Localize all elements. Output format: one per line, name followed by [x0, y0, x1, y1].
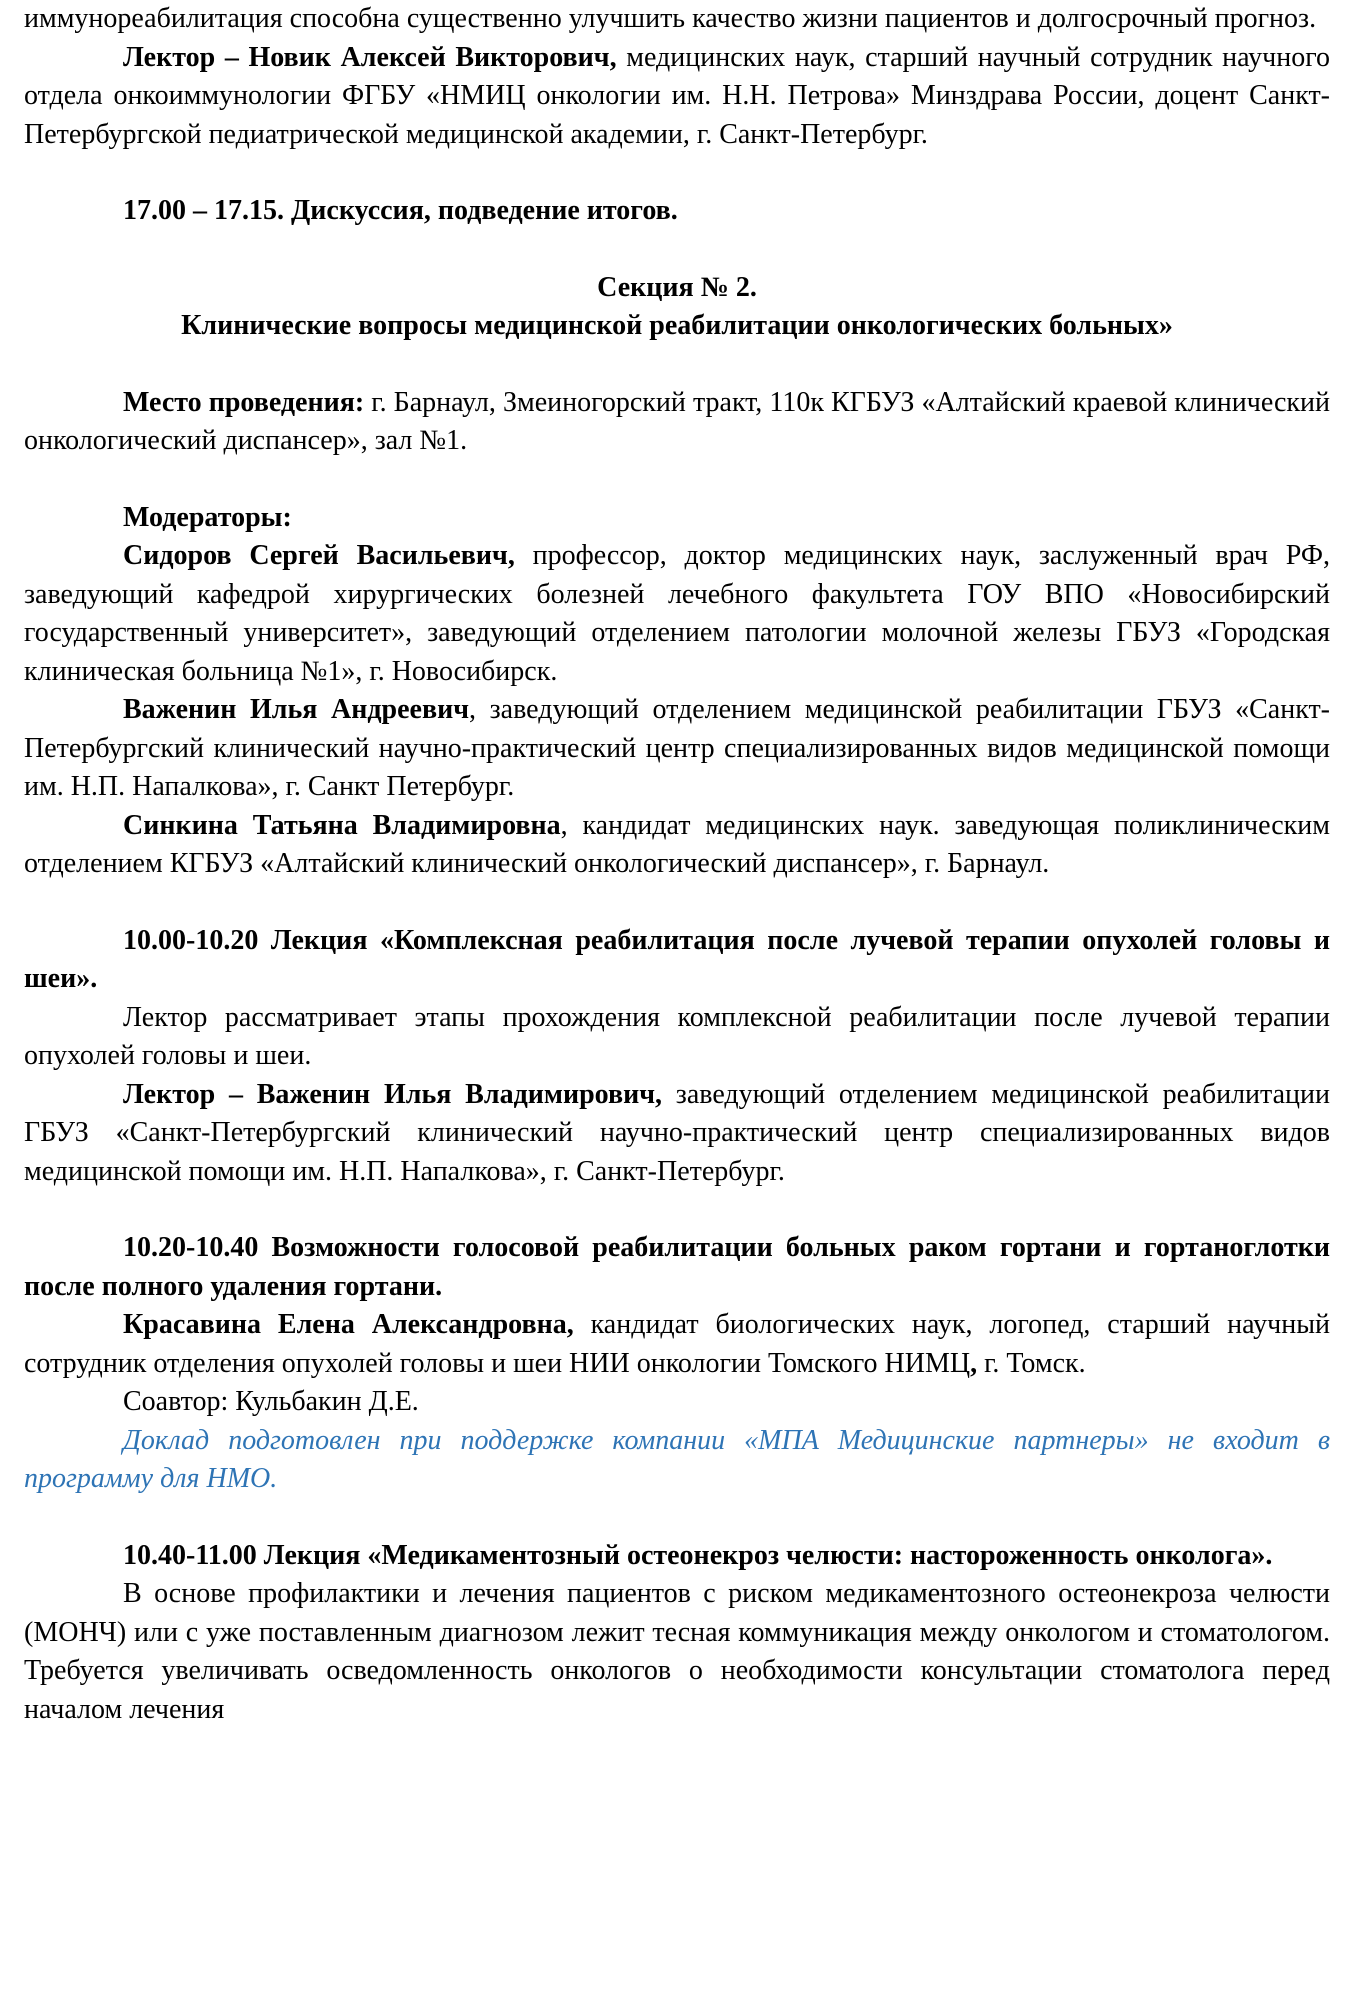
- talk2-title-text: 10.20-10.40 Возможности голосовой реабилитации больных раком гортани и гортаноглотки после полного удаления гортани.: [24, 1232, 1330, 1302]
- talk1-lector-details: заведующий отделением медицинской реабилитации ГБУЗ «Санкт-Петербургский клинический научно-практический центр специализированных видов медицинской помощи им. Н.П. Напалкова», г. Санкт-Петербург.: [24, 1078, 1330, 1187]
- talk1-description: Лектор рассматривает этапы прохождения комплексной реабилитации после лучевой терапии опухолей головы и шеи.: [24, 1001, 1330, 1071]
- section-title: [24, 307, 1330, 346]
- section-number: [24, 269, 1330, 308]
- talk3-title-text: 10.40-11.00 Лекция «Медикаментозный остеонекроз челюсти: настороженность онколога».: [123, 1539, 1273, 1571]
- talk1-lector-name: Лектор – Важенин Илья Владимирович,: [123, 1078, 662, 1110]
- moderator-sinkina-details: , кандидат медицинских наук. заведующая поликлиническим отделением КГБУЗ «Алтайский клинический онкологический диспансер», г. Барнаул.: [24, 809, 1330, 879]
- section-number-text: Секция № 2.: [597, 271, 757, 303]
- moderators-label: Модераторы:: [123, 501, 292, 533]
- lector-novik-name: Лектор – Новик Алексей Викторович,: [123, 41, 617, 73]
- talk1-lector: [24, 1076, 1330, 1192]
- talk2-lector-name: Красавина Елена Александровна,: [123, 1309, 574, 1340]
- moderator-vazhenin: [24, 691, 1330, 807]
- venue-text: г. Барнаул, Змеиногорский тракт, 110к КГБУЗ «Алтайский краевой клинический онкологический диспансер», зал №1.: [24, 386, 1330, 456]
- venue: [24, 384, 1330, 461]
- section-title-text: Клинические вопросы медицинской реабилитации онкологических больных»: [181, 310, 1173, 341]
- talk2-coauthor: Соавтор: Кульбакин Д.Е.: [123, 1386, 419, 1417]
- moderators-heading: [24, 499, 1330, 538]
- discussion-text: 17.00 – 17.15. Дискуссия, подведение итогов.: [123, 195, 678, 226]
- venue-label: Место проведения:: [123, 386, 365, 418]
- talk1-title: [24, 922, 1330, 999]
- discussion-line: [24, 192, 1330, 231]
- paragraph-immunorehab-end: иммунореабилитация способна существенно улучшить качество жизни пациентов и долгосрочный прогноз.: [24, 3, 1317, 34]
- moderator-sinkina: [24, 807, 1330, 884]
- moderator-vazhenin-details: , заведующий отделением медицинской реабилитации ГБУЗ «Санкт-Петербургский клинический научно-практический центр специализированных видов медицинской помощи им. Н.П. Напалкова», г. Санкт Петербург.: [24, 694, 1331, 802]
- moderator-vazhenin-name: Важенин Илья Андреевич: [123, 694, 470, 725]
- moderator-sidorov: [24, 537, 1330, 691]
- talk2-lector-details: кандидат биологических наук, логопед, старший научный сотрудник отделения опухолей головы и шеи НИИ онкологии Томского НИМЦ: [24, 1309, 1330, 1379]
- moderator-sinkina-name: Синкина Татьяна Владимировна: [123, 809, 561, 841]
- talk2-lector-city: г. Томск.: [977, 1347, 1086, 1379]
- talk3-title: [24, 1537, 1330, 1576]
- lector-novik-details: медицинских наук, старший научный сотрудник научного отдела онкоиммунологии ФГБУ «НМИЦ онкологии им. Н.Н. Петрова» Минздрава России, доцент Санкт-Петербургской педиатрической медицинской академии, г. Санкт-Петербург.: [24, 41, 1330, 150]
- talk2-lector: [24, 1306, 1330, 1383]
- talk3-description: В основе профилактики и лечения пациентов с риском медикаментозного остеонекроза челюсти (МОНЧ) или с уже поставленным диагнозом лежит тесная коммуникация между онкологом и стоматологом. Требуется увеличивать осведомленность онкологов о необходимости консультации стоматолога перед началом лечения: [24, 1578, 1330, 1725]
- document-page: [24, 0, 1330, 1729]
- talk2-title: [24, 1229, 1330, 1306]
- talk2-sponsor-note: Доклад подготовлен при поддержке компании «МПА Медицинские партнеры» не входит в программу для НМО.: [24, 1424, 1330, 1494]
- talk1-title-text: 10.00-10.20 Лекция «Комплексная реабилитация после лучевой терапии опухолей головы и шеи».: [24, 924, 1330, 994]
- moderator-sidorov-details: профессор, доктор медицинских наук, заслуженный врач РФ, заведующий кафедрой хирургических болезней лечебного факультета ГОУ ВПО «Новосибирский государственный университет», заведующий отделением патологии молочной железы ГБУЗ «Городская клиническая больница №1», г. Новосибирск.: [24, 540, 1330, 687]
- moderator-sidorov-name: Сидоров Сергей Васильевич,: [123, 540, 515, 571]
- talk2-lector-comma: ,: [970, 1347, 978, 1379]
- lector-novik: [24, 39, 1330, 155]
